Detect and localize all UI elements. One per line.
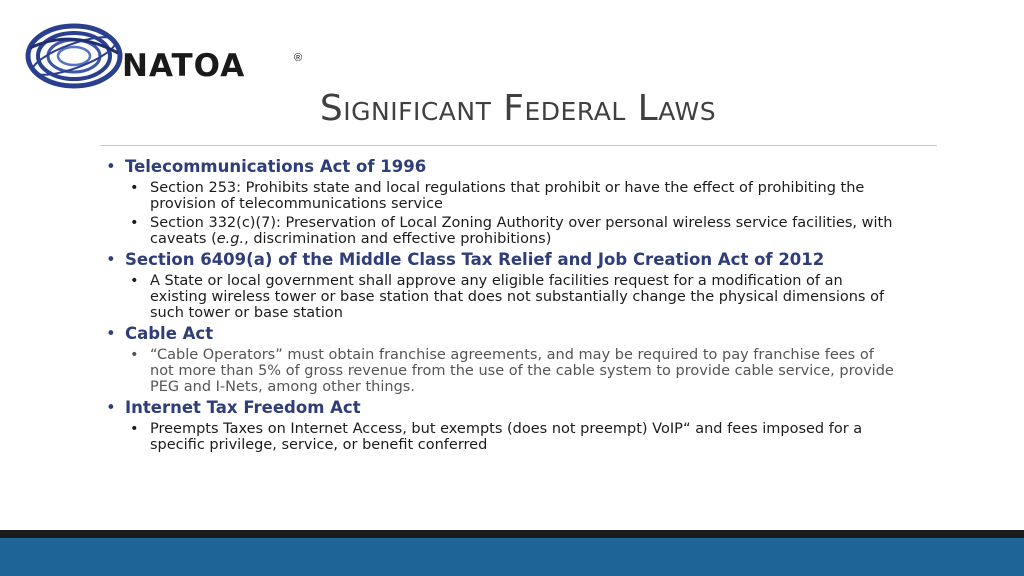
section-332-text-b: , discrimination and effective prohibitions) <box>244 231 552 247</box>
bullet-section-332 <box>100 215 900 247</box>
section-332-eg: e.g. <box>216 231 245 247</box>
natoa-logo <box>22 8 303 98</box>
section-heading-telecom-act: • Telecommunications Act of 1996 <box>100 156 900 177</box>
footer-dark-band <box>0 530 1024 538</box>
bullet-section-253: • Section 253: Prohibits state and local regulations that prohibit or have the effect of prohibiting the provision of telecommunications service <box>100 180 900 212</box>
registered-mark: ® <box>294 52 303 64</box>
bullet-6409a: • A State or local government shall approve any eligible facilities request for a modification of an existing wireless tower or base station that does not substantially change the physical dimensions of such tower or base station <box>100 273 900 321</box>
section-heading-internet-tax: • Internet Tax Freedom Act <box>100 397 900 418</box>
slide-title: Significant Federal Laws <box>319 88 717 129</box>
footer-blue-band <box>0 538 1024 576</box>
logo-wordmark: NATOA <box>122 48 246 84</box>
bullet-internet-tax: • Preempts Taxes on Internet Access, but exempts (does not preempt) VoIP“ and fees imposed for a specific privilege, service, or benefit conferred <box>100 421 900 453</box>
section-heading-cable-act: • Cable Act <box>100 323 900 344</box>
title-divider <box>100 145 937 146</box>
section-heading-6409a: • Section 6409(a) of the Middle Class Tax Relief and Job Creation Act of 2012 <box>100 249 900 270</box>
bullet-cable-operators: • “Cable Operators” must obtain franchise agreements, and may be required to pay franchise fees of not more than 5% of gross revenue from the use of the cable system to provide cable service, provide PEG and I-Nets, among other things. <box>100 347 900 395</box>
bullet-list <box>100 154 900 455</box>
section-332-text-a: Section 332(c)(7): Preservation of Local Zoning Authority over personal wireless service facilities, with caveats ( <box>150 215 893 247</box>
